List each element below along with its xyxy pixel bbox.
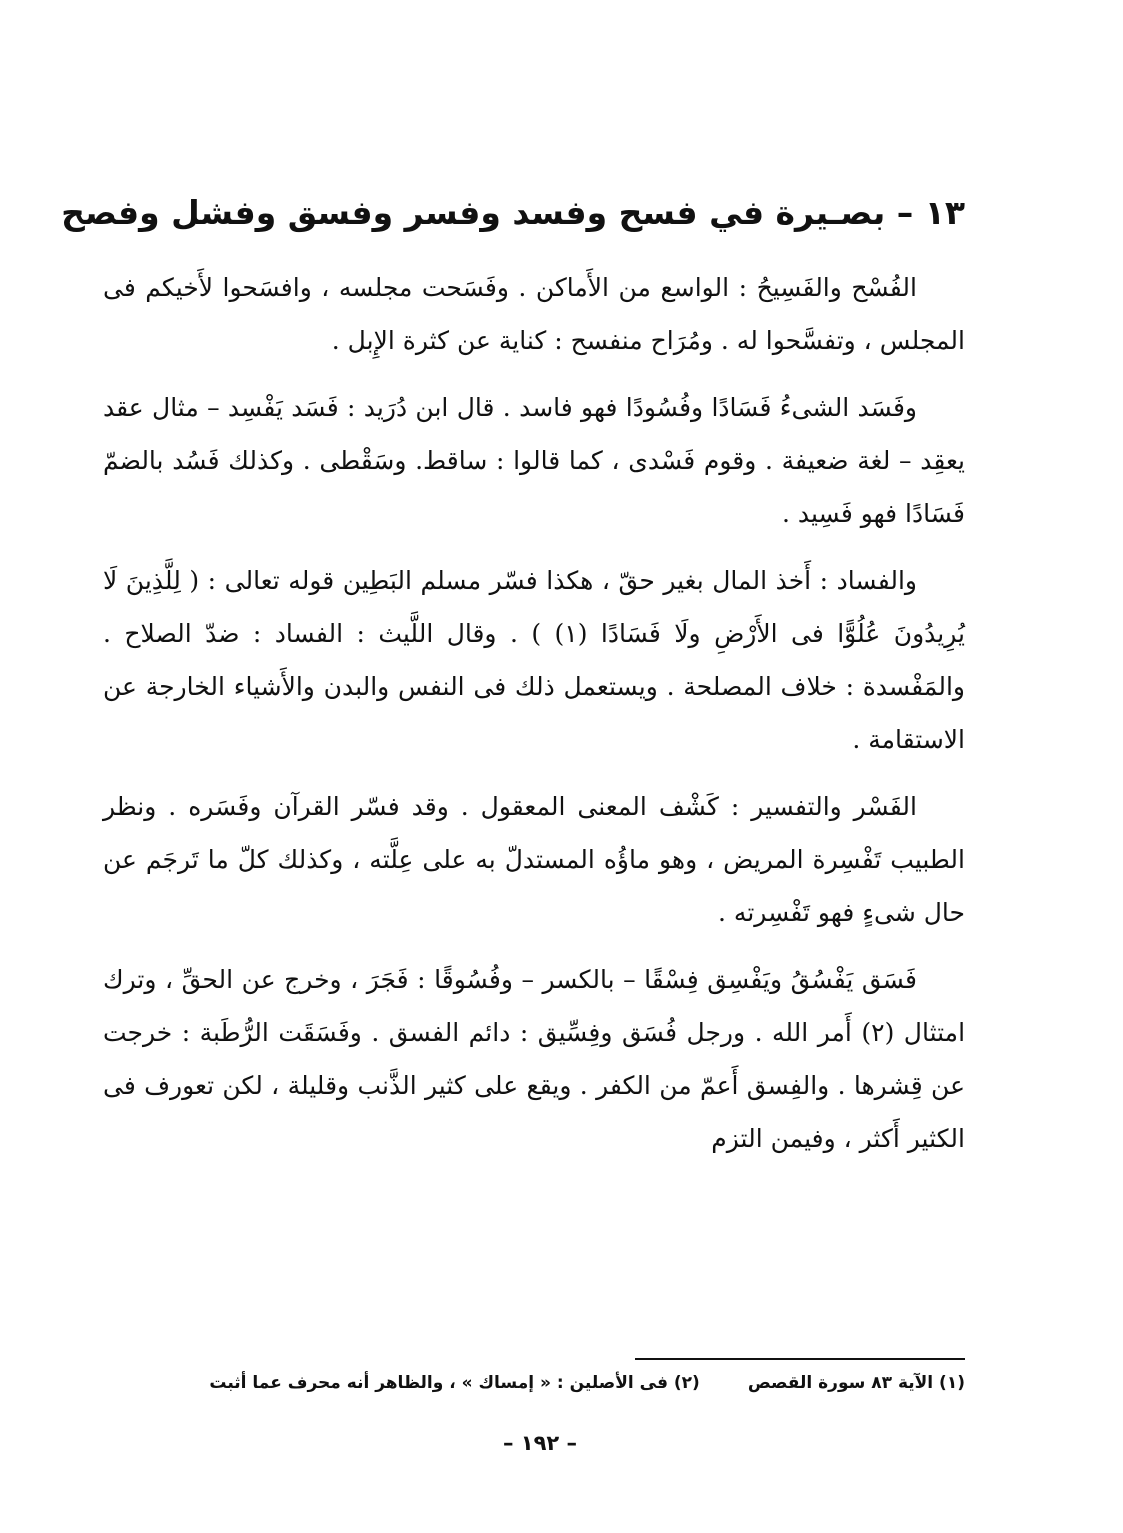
paragraph-fasad: والفساد : أَخذ المال بغير حقّ ، هكذا فسّر مسلم البَطِين قوله تعالى : ( لِلَّذِينَ لَا يُرِيدُونَ عُلُوًّا فى الأَرْضِ ولَا فَسَادًا (١) ) . وقال اللَّيث : الفساد : ضدّ الصلاح . والمَفْسدة : خلاف المصلحة . ويستعمل ذلك فى النفس والبدن والأَشياء الخارجة عن الاستقامة . [103, 566, 965, 754]
footnote-separator [635, 1358, 965, 1360]
paragraph-fasada: وفَسَد الشىءُ فَسَادًا وفُسُودًا فهو فاسد . قال ابن دُرَيد : فَسَد يَفْسِد – مثال عقد يعقِد – لغة ضعيفة . وقوم فَسْدى ، كما قالوا : ساقط. وسَقْطى . وكذلك فَسُد بالضمّ فَسَادًا فهو فَسِيد . [103, 393, 965, 528]
page-number: – ١٩٢ – [502, 1431, 578, 1455]
chapter-title: ١٣ – بصـيرة في فسح وفسد وفسر وفسق وفشل وفصح [61, 193, 965, 232]
paragraph-fasr: الفَسْر والتفسير : كَشْف المعنى المعقول . وقد فسّر القرآن وفَسَره . ونظر الطبيب تَفْسِرة المريض ، وهو ماؤُه المستدلّ به على عِلَّته ، وكذلك كلّ ما تَرجَم عن حال شىءٍ فهو تَفْسِرته . [103, 792, 965, 927]
paragraph-fasaqa: فَسَق يَفْسُقُ ويَفْسِق فِسْقًا – بالكسر – وفُسُوقًا : فَجَرَ ، وخرج عن الحقِّ ، وترك امتثال (٢) أَمر الله . ورجل فُسَق وفِسِّيق : دائم الفسق . وفَسَقَت الرُّطَبة : خرجت عن قِشرها . والفِسق أَعمّ من الكفر . ويقع على كثير الذَّنب وقليلة ، لكن تعورف فى الكثير أَكثر ، وفيمن التزم [103, 965, 966, 1153]
footnotes [103, 1368, 965, 1398]
footnote-2: (٢) فى الأصلين : « إمساك » ، والظاهر أنه محرف عما أثبت [209, 1373, 700, 1393]
paragraph-fasaha: الفُسْح والفَسِيحُ : الواسع من الأَماكن . وفَسَحت مجلسه ، وافسَحوا لأَخيكم فى المجلس ، وتفسَّحوا له . ومُرَاح منفسح : كناية عن كثرة الإِبل . [103, 273, 965, 355]
page-body [61, 185, 966, 1165]
footnote-1: (١) الآية ٨٣ سورة القصص [747, 1373, 965, 1393]
